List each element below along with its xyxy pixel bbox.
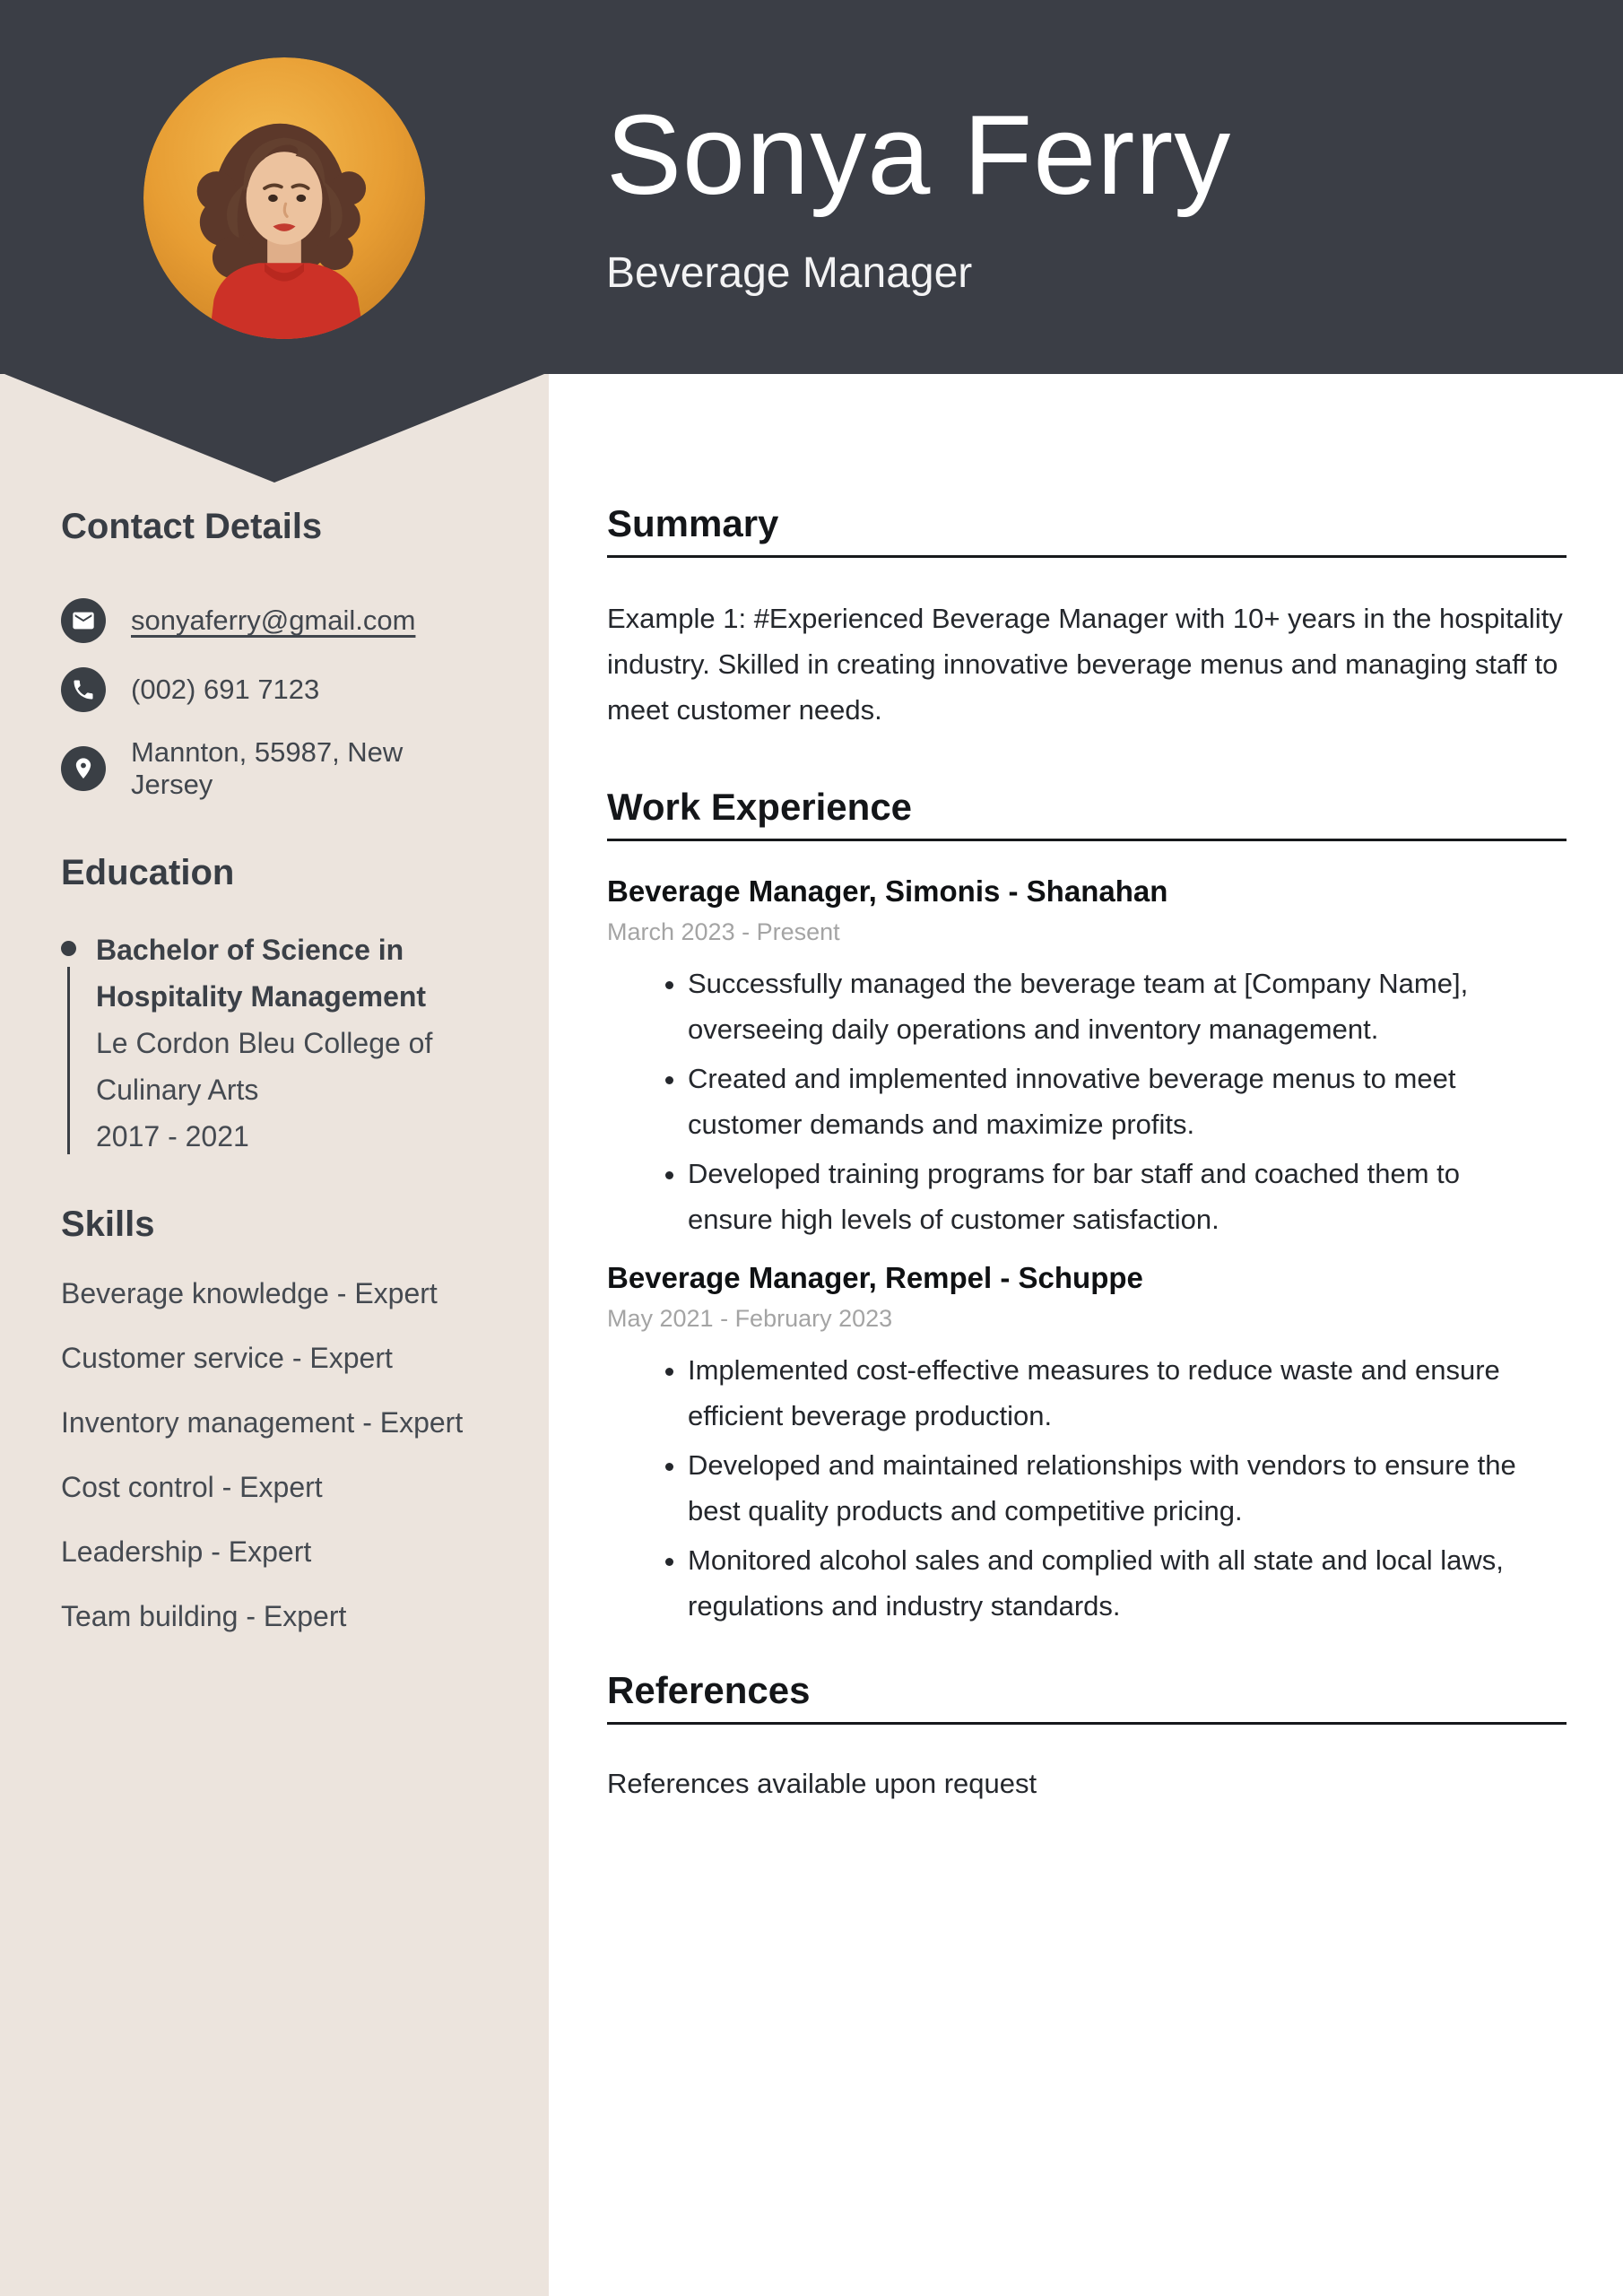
- profile-photo: [143, 57, 425, 339]
- skill-item: Beverage knowledge - Expert: [61, 1277, 438, 1309]
- phone-number: (002) 691 7123: [131, 674, 320, 705]
- job-entry: [607, 1260, 1567, 1629]
- email-link[interactable]: sonyaferry@gmail.com: [131, 604, 416, 636]
- references-heading: References: [607, 1672, 1567, 1725]
- skill-item: Leadership - Expert: [61, 1535, 312, 1568]
- job-bullet: • Created and implemented innovative beverage menus to meet customer demands and maximize profits.: [688, 1056, 1526, 1147]
- header-identity: [606, 91, 1232, 297]
- contact-row-email: [61, 598, 491, 643]
- skill-item: Inventory management - Expert: [61, 1406, 464, 1439]
- job-period: March 2023 - Present: [607, 918, 840, 945]
- summary-section: [607, 502, 1567, 733]
- contact-heading: Contact Details: [61, 507, 323, 546]
- person-name: Sonya Ferry: [606, 91, 1232, 218]
- job-bullet: • Developed and maintained relationships with vendors to ensure the best quality products and competitive pricing.: [688, 1442, 1526, 1534]
- education-entry: [61, 926, 491, 1160]
- skill-item: Cost control - Expert: [61, 1471, 323, 1503]
- timeline-line: [67, 967, 70, 1154]
- job-title: Beverage Manager, Rempel - Schuppe: [607, 1261, 1143, 1294]
- skills-heading: Skills: [61, 1205, 155, 1244]
- email-icon: [61, 598, 106, 643]
- education-school: Le Cordon Bleu College of Culinary Arts: [96, 1027, 433, 1106]
- references-text: References available upon request: [607, 1768, 1037, 1799]
- job-entry: [607, 874, 1567, 1242]
- contact-row-address: [61, 736, 491, 801]
- education-heading: Education: [61, 853, 235, 892]
- phone-icon: [61, 667, 106, 712]
- main-column: [607, 502, 1567, 1806]
- work-experience-section: [607, 788, 1567, 1629]
- timeline-marker: [61, 926, 76, 1160]
- job-bullet: • Monitored alcohol sales and complied with all state and local laws, regulations and industry standards.: [688, 1537, 1526, 1629]
- job-period: May 2021 - February 2023: [607, 1305, 893, 1332]
- summary-heading: Summary: [607, 505, 1567, 558]
- education-period: 2017 - 2021: [96, 1120, 249, 1152]
- education-details: [96, 926, 464, 1160]
- contact-section: [61, 505, 491, 801]
- timeline-dot-icon: [61, 941, 76, 956]
- job-bullet-list: [607, 961, 1526, 1242]
- job-bullet-list: [607, 1347, 1526, 1629]
- job-title: Beverage Manager, Simonis - Shanahan: [607, 874, 1168, 908]
- contact-row-phone: [61, 667, 491, 712]
- skills-list: [61, 1273, 491, 1637]
- job-bullet: • Developed training programs for bar staff and coached them to ensure high levels of customer satisfaction.: [688, 1151, 1526, 1242]
- person-job-title: Beverage Manager: [606, 249, 973, 297]
- job-bullet: • Successfully managed the beverage team at [Company Name], overseeing daily operations and inventory management.: [688, 961, 1526, 1052]
- location-icon: [61, 746, 106, 791]
- skill-item: Team building - Expert: [61, 1600, 347, 1632]
- profile-photo-illustration: [143, 57, 425, 339]
- skill-item: Customer service - Expert: [61, 1342, 393, 1374]
- contact-rows: [61, 598, 491, 801]
- job-bullet: • Implemented cost-effective measures to reduce waste and ensure efficient beverage production.: [688, 1347, 1526, 1439]
- work-experience-heading: Work Experience: [607, 788, 1567, 841]
- education-degree: Bachelor of Science in Hospitality Management: [96, 934, 427, 1013]
- references-section: [607, 1669, 1567, 1806]
- summary-text: Example 1: #Experienced Beverage Manager with 10+ years in the hospitality industry. Skilled in creating innovative beverage menus and managing staff to meet customer needs.: [607, 603, 1563, 726]
- address-text: Mannton, 55987, New Jersey: [131, 736, 404, 800]
- education-section: [61, 851, 491, 1160]
- skills-section: [61, 1203, 491, 1637]
- sidebar: [61, 505, 491, 1660]
